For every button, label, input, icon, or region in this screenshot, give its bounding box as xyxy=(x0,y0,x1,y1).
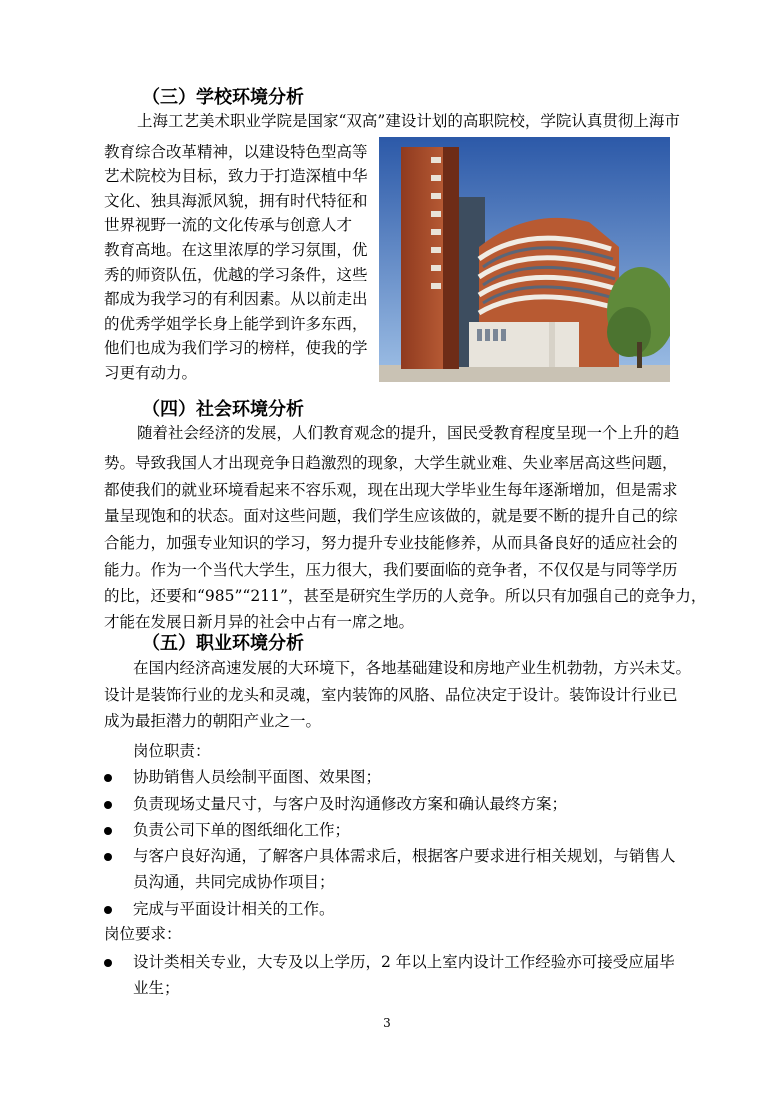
bullet-dot xyxy=(104,827,112,835)
text-line: 随着社会经济的发展，人们教育观念的提升，国民受教育程度呈现一个上升的趋 xyxy=(137,424,680,442)
section-heading-society: （四）社会环境分析 xyxy=(142,399,304,420)
text-line: 成为最拒潜力的朝阳产业之一。 xyxy=(104,712,322,730)
bullet-dot xyxy=(104,959,112,967)
text-line: 教育综合改革精神，以建设特色型高等 xyxy=(104,143,368,161)
text-line: 势。导致我国人才出现竞争日趋激烈的现象，大学生就业难、失业率居高这些问题， xyxy=(104,454,678,472)
school-building-photo xyxy=(379,137,670,382)
duties-label: 岗位职责： xyxy=(133,742,211,760)
text-line: 量呈现饱和的状态。面对这些问题，我们学生应该做的，就是要不断的提升自己的综 xyxy=(104,507,678,525)
requirements-label: 岗位要求： xyxy=(104,925,182,943)
bullet-dot xyxy=(104,774,112,782)
text-line: 才能在发展日新月异的社会中占有一席之地。 xyxy=(104,613,415,631)
text-line: 世界视野一流的文化传承与创意人才 xyxy=(104,216,353,234)
text-line: 他们也成为我们学习的榜样，使我的学 xyxy=(104,339,368,357)
bullet-dot xyxy=(104,853,112,861)
text-line: 习更有动力。 xyxy=(104,364,198,382)
list-item: 协助销售人员绘制平面图、效果图； xyxy=(133,768,382,786)
list-item: 负责公司下单的图纸细化工作； xyxy=(133,821,351,839)
text-line: 能力。作为一个当代大学生，压力很大，我们要面临的竞争者，不仅仅是与同等学历 xyxy=(104,561,678,579)
text-line: 都使我们的就业环境看起来不容乐观，现在出现大学毕业生每年逐渐增加，但是需求 xyxy=(104,481,678,499)
text-line: 的比，还要和“985”“211”，甚至是研究生学历的人竞争。所以只有加强自己的竞争力， xyxy=(104,587,707,605)
text-line: 在国内经济高速发展的大环境下，各地基础建设和房地产业生机勃勃，方兴未艾。 xyxy=(133,659,692,677)
section-heading-school: （三）学校环境分析 xyxy=(142,87,304,108)
text-line: 秀的师资队伍，优越的学习条件，这些 xyxy=(104,266,368,284)
text-line: 教育高地。在这里浓厚的学习氛围，优 xyxy=(104,241,368,259)
list-item: 设计类相关专业，大专及以上学历，2 年以上室内设计工作经验亦可接受应届毕 xyxy=(133,953,675,971)
bullet-dot xyxy=(104,906,112,914)
text-line: 的优秀学姐学长身上能学到许多东西， xyxy=(104,315,368,333)
bullet-dot xyxy=(104,801,112,809)
text-line: 合能力，加强专业知识的学习，努力提升专业技能修养，从而具备良好的适应社会的 xyxy=(104,534,678,552)
list-item: 与客户良好沟通，了解客户具体需求后，根据客户要求进行相关规划，与销售人 xyxy=(133,847,676,865)
list-item-continuation: 员沟通，共同完成协作项目； xyxy=(133,873,335,891)
text-line: 上海工艺美术职业学院是国家“双高”建设计划的高职院校，学院认真贯彻上海市 xyxy=(137,112,680,130)
text-line: 艺术院校为目标，致力于打造深植中华 xyxy=(104,167,368,185)
page-number: 3 xyxy=(383,1016,391,1030)
text-line: 文化、独具海派风貌，拥有时代特征和 xyxy=(104,192,368,210)
list-item-continuation: 业生； xyxy=(133,979,180,997)
list-item: 负责现场丈量尺寸，与客户及时沟通修改方案和确认最终方案； xyxy=(133,795,568,813)
text-line: 设计是装饰行业的龙头和灵魂，室内装饰的风胳、品位决定于设计。装饰设计行业已 xyxy=(104,686,678,704)
list-item: 完成与平面设计相关的工作。 xyxy=(133,900,335,918)
section-heading-career: （五）职业环境分析 xyxy=(142,633,304,654)
text-line: 都成为我学习的有利因素。从以前走出 xyxy=(104,290,368,308)
